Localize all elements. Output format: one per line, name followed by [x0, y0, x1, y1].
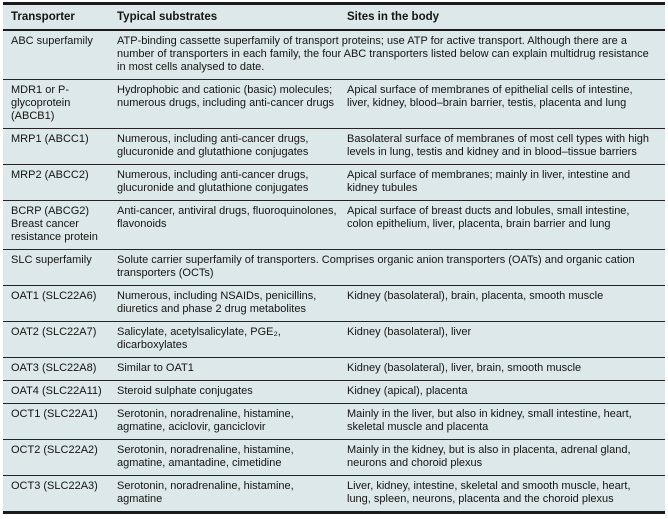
header-row — [3, 4, 665, 31]
sites-cell: Kidney (basolateral), liver — [347, 326, 472, 338]
family-description-cell: Solute carrier superfamily of transporters. Comprises organic anion transporters (OATs) and organic cation transporters (OCTs) — [117, 254, 635, 279]
sites-cell: Apical surface of membranes of epithelial cells of intestine, liver, kidney, blood–brain barrier, testis, placenta and lung — [347, 84, 633, 109]
transporter-cell: BCRP (ABCG2) Breast cancer resistance protein — [11, 205, 98, 243]
transporter-cell: SLC superfamily — [11, 254, 92, 266]
substrates-cell: Numerous, including anti-cancer drugs, glucuronide and glutathione conjugates — [117, 133, 309, 158]
transporter-cell: ABC superfamily — [11, 35, 93, 47]
transporter-cell: OAT2 (SLC22A7) — [11, 326, 97, 338]
table-row — [3, 358, 665, 381]
table-row — [3, 404, 665, 440]
substrates-cell: Similar to OAT1 — [117, 362, 194, 374]
sites-cell: Mainly in the kidney, but is also in placenta, adrenal gland, neurons and choroid plexus — [347, 444, 631, 469]
transporter-cell: MRP2 (ABCC2) — [11, 169, 89, 181]
sites-cell: Kidney (apical), placenta — [347, 385, 468, 397]
table-row — [3, 201, 665, 250]
sites-cell: Apical surface of membranes; mainly in liver, intestine and kidney tubules — [347, 169, 631, 194]
table-row — [3, 440, 665, 476]
substrates-cell: Salicylate, acetylsalicylate, PGE₂, dicarboxylates — [117, 326, 281, 351]
transporter-cell: OCT3 (SLC22A3) — [11, 480, 98, 492]
column-header-sites: Sites in the body — [347, 4, 665, 31]
substrates-cell: Serotonin, noradrenaline, histamine, agmatine — [117, 480, 294, 505]
transporter-table — [3, 2, 665, 514]
sites-cell: Kidney (basolateral), liver, brain, smooth muscle — [347, 362, 582, 374]
substrates-cell: Serotonin, noradrenaline, histamine, agmatine, aciclovir, ganciclovir — [117, 408, 294, 433]
table-sheet — [3, 2, 665, 514]
transporter-cell: MDR1 or P-glycoprotein (ABCB1) — [11, 84, 71, 122]
substrates-cell: Hydrophobic and cationic (basic) molecules; numerous drugs, including anti-cancer drugs — [117, 84, 335, 109]
table-row — [3, 286, 665, 322]
table-row — [3, 250, 665, 286]
transporter-cell: OAT1 (SLC22A6) — [11, 290, 97, 302]
table-row — [3, 30, 665, 80]
transporter-cell: OAT3 (SLC22A8) — [11, 362, 97, 374]
table-row — [3, 322, 665, 358]
substrates-cell: Numerous, including NSAIDs, penicillins, diuretics and phase 2 drug metabolites — [117, 290, 317, 315]
table-row — [3, 476, 665, 513]
table-row — [3, 381, 665, 404]
sites-cell: Liver, kidney, intestine, skeletal and smooth muscle, heart, lung, spleen, neurons, placenta and the choroid plexus — [347, 480, 631, 505]
substrates-cell: Anti-cancer, antiviral drugs, fluoroquinolones, flavonoids — [117, 205, 337, 230]
sites-cell: Mainly in the liver, but also in kidney, small intestine, heart, skeletal muscle and placenta — [347, 408, 632, 433]
substrates-cell: Steroid sulphate conjugates — [117, 385, 253, 397]
sites-cell: Apical surface of breast ducts and lobules, small intestine, colon epithelium, liver, placenta, brain barrier and lung — [347, 205, 630, 230]
column-header-transporter: Transporter — [3, 4, 117, 31]
transporter-cell: MRP1 (ABCC1) — [11, 133, 89, 145]
column-header-substrates: Typical substrates — [117, 4, 347, 31]
family-description-cell: ATP-binding cassette superfamily of transport proteins; use ATP for active transport. Although there are a number of transporters in each family, the four ABC transporters listed below can explain multidrug resistance in most cells analysed to date. — [117, 35, 649, 73]
transporter-cell: OCT1 (SLC22A1) — [11, 408, 98, 420]
substrates-cell: Serotonin, noradrenaline, histamine, agmatine, amantadine, cimetidine — [117, 444, 294, 469]
transporter-cell: OAT4 (SLC22A11) — [11, 385, 102, 397]
table-row — [3, 129, 665, 165]
sites-cell: Basolateral surface of membranes of most cell types with high levels in lung, testis and kidney and in blood–tissue barriers — [347, 133, 650, 158]
sites-cell: Kidney (basolateral), brain, placenta, smooth muscle — [347, 290, 604, 302]
transporter-cell: OCT2 (SLC22A2) — [11, 444, 98, 456]
table-row — [3, 80, 665, 129]
table-row — [3, 165, 665, 201]
substrates-cell: Numerous, including anti-cancer drugs, glucuronide and glutathione conjugates — [117, 169, 309, 194]
